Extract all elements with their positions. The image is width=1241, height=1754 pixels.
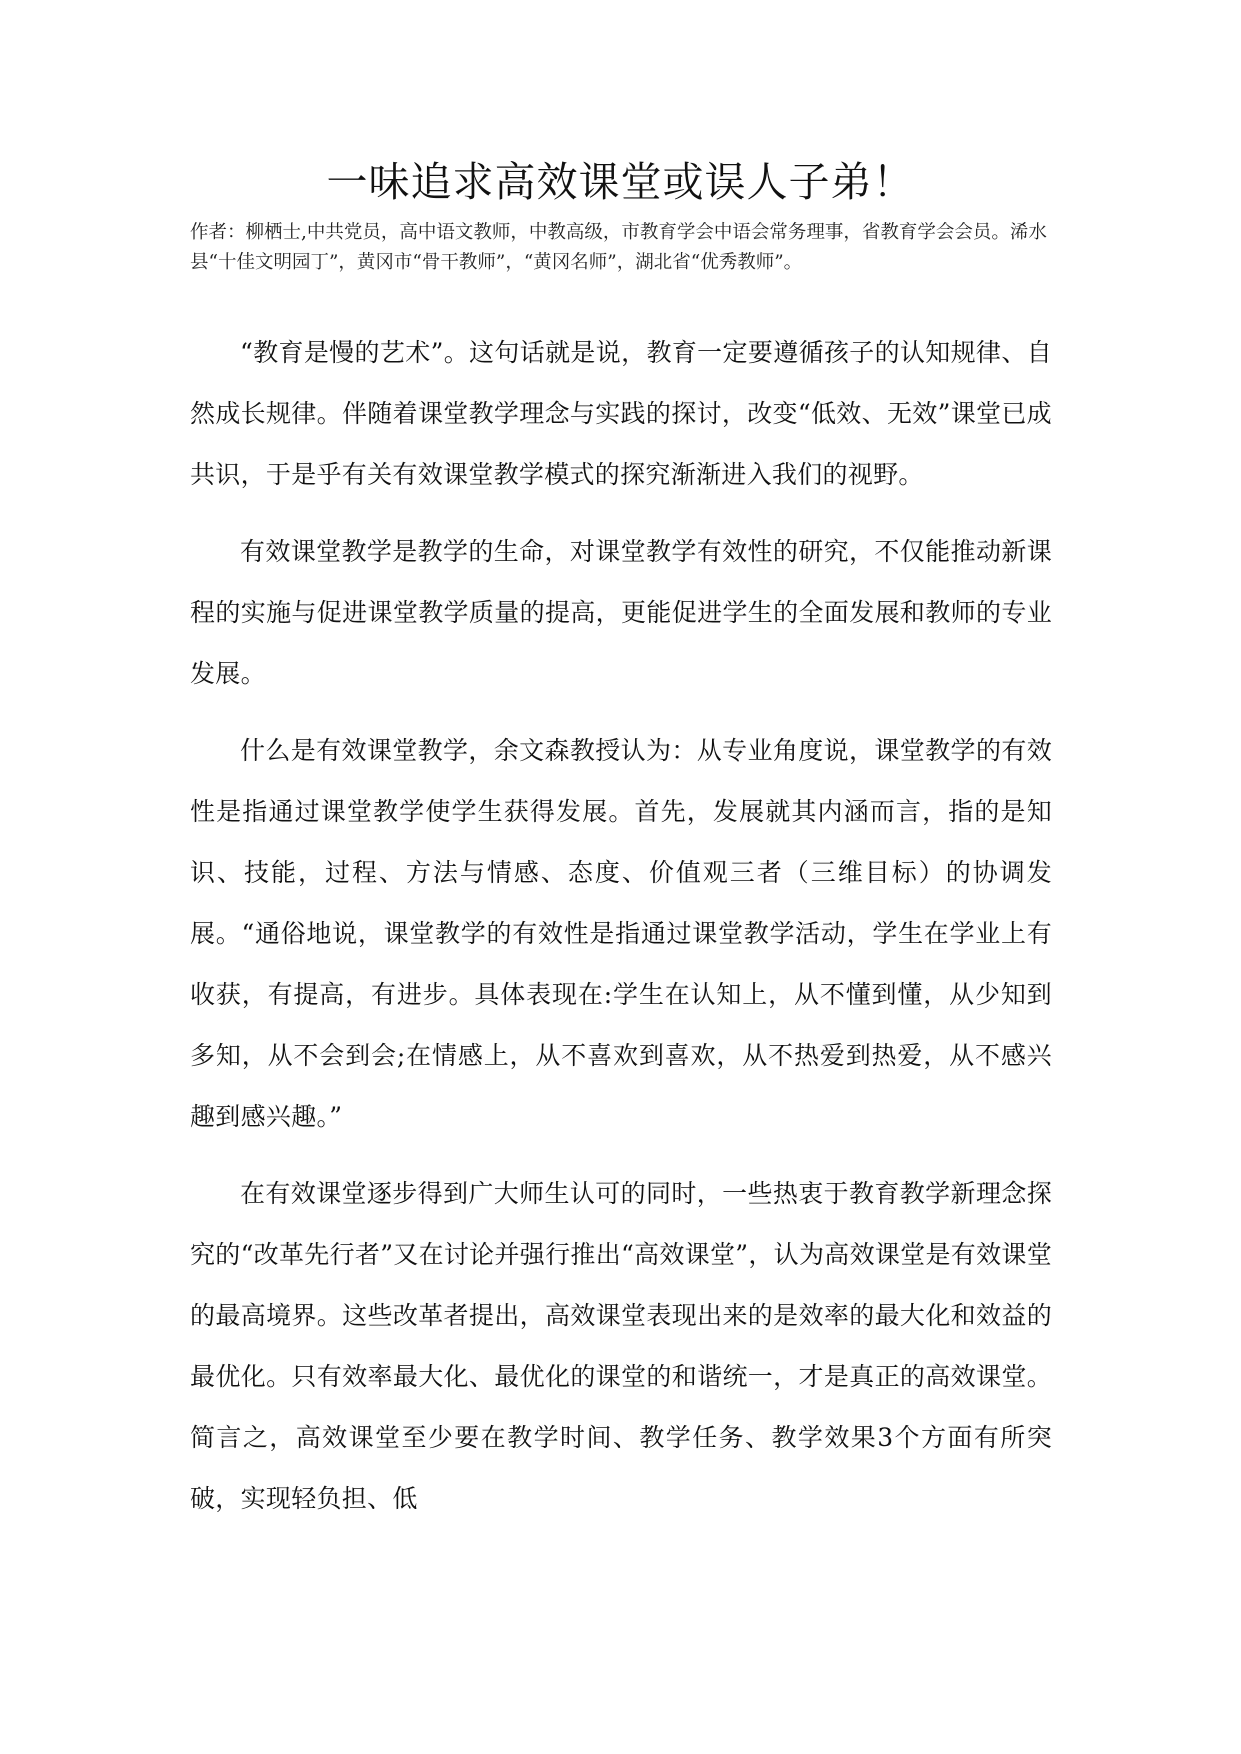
article-body	[190, 322, 1052, 1545]
body-paragraph: “教育是慢的艺术”。这句话就是说，教育一定要遵循孩子的认知规律、自然成长规律。伴随着课堂教学理念与实践的探讨，改变“低效、无效”课堂已成共识，于是乎有关有效课堂教学模式的探究渐渐进入我们的视野。	[190, 338, 1052, 489]
body-paragraph: 有效课堂教学是教学的生命，对课堂教学有效性的研究，不仅能推动新课程的实施与促进课堂教学质量的提高，更能促进学生的全面发展和教师的专业发展。	[190, 537, 1052, 688]
article-title: 一味追求高效课堂或误人子弟！	[326, 158, 915, 206]
body-paragraph: 在有效课堂逐步得到广大师生认可的同时，一些热衷于教育教学新理念探究的“改革先行者”又在讨论并强行推出“高效课堂”，认为高效课堂是有效课堂的最高境界。这些改革者提出，高效课堂表现出来的是效率的最大化和效益的最优化。只有效率最大化、最优化的课堂的和谐统一，才是真正的高效课堂。简言之，高效课堂至少要在教学时间、教学任务、教学效果3个方面有所突破，实现轻负担、低	[190, 1179, 1052, 1513]
author-byline: 作者：柳栖士,中共党员，高中语文教师，中教高级，市教育学会中语会常务理事，省教育学会会员。浠水县“十佳文明园丁”，黄冈市“骨干教师”，“黄冈名师”，湖北省“优秀教师”。	[190, 222, 1047, 273]
body-paragraph: 什么是有效课堂教学，余文森教授认为：从专业角度说，课堂教学的有效性是指通过课堂教学使学生获得发展。首先，发展就其内涵而言，指的是知识、技能，过程、方法与情感、态度、价值观三者（三维目标）的协调发展。“通俗地说，课堂教学的有效性是指通过课堂教学活动，学生在学业上有收获，有提高，有进步。具体表现在:学生在认知上，从不懂到懂，从少知到多知，从不会到会;在情感上，从不喜欢到喜欢，从不热爱到热爱，从不感兴趣到感兴趣。”	[190, 736, 1052, 1131]
